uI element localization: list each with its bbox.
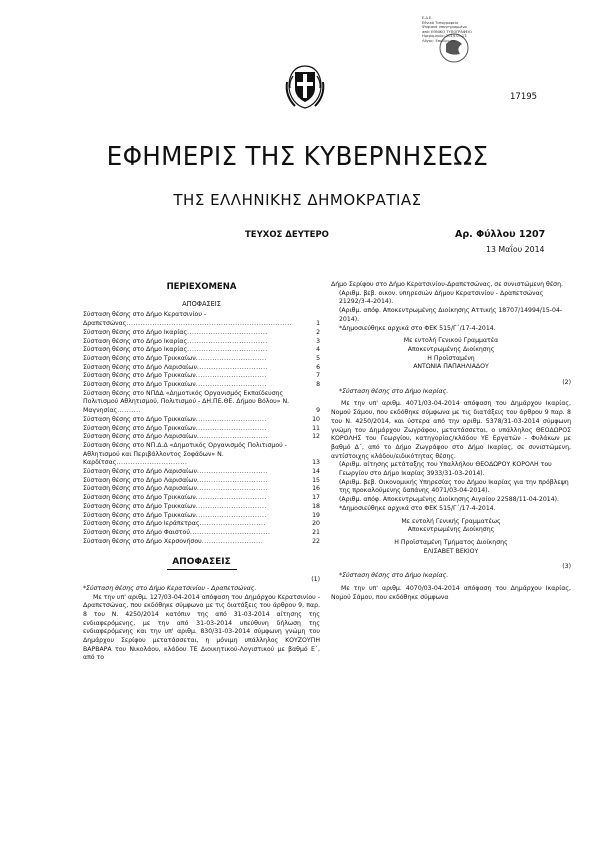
toc-item-text: Σύσταση θέσης στο Δήμο Τρικκαίων xyxy=(83,354,196,362)
toc-item-text: Σύσταση θέσης στο Δήμο Ιεράπετρας xyxy=(83,520,200,528)
toc-leader-dots: .............................. xyxy=(195,354,267,362)
toc-item xyxy=(83,355,320,364)
decision-title: *Σύσταση θέσης στο Δήμο Κερατσινίου - Δραπετσώνας. xyxy=(83,584,257,592)
page-number: 17195 xyxy=(510,92,538,102)
toc-item xyxy=(83,494,320,503)
toc-item xyxy=(83,425,320,434)
toc-item-text: Σύσταση θέσης στο Δήμο Τρικκαίων xyxy=(83,372,196,380)
decision-body: Με την υπ' αριθμ. 127/03-04-2014 απόφαση του Δημάρχου Κερατσινίου - Δραπετσώνας, που εκδόθηκε σύμφωνα με τις διατάξεις του άρθρου 9, παρ. 8 του Ν. 4250/2014 κατόπιν της από 31-03-2014 αίτησης της ενδιαφερόμενης, με την από 31-03-2014 υπεύθυνη δήλωση της ενδιαφερόμενης και την υπ' αριθμ. 830/31-03-2014 σύμφωνη γνώμη του Δημάρχου Σερίφου μετατάσσεται, η μόνιμη υπάλληλος ΚΟΥΖΟΥΠΗ ΒΑΡΒΑΡΑ του Νικολάου, κλάδου ΤΕ Διοικητικού-Λογιστικού με βαθμό Ε΄, από το xyxy=(83,593,320,662)
table-of-contents xyxy=(83,311,320,546)
signature-line: Η Προϊσταμένη Τμήματος Διοίκησης xyxy=(394,538,508,546)
toc-item-text: Σύσταση θέσης στο ΝΠΔΔ «Δημοτικός Οργανισμός Εκπαίδευσης Πολιτισμού Αθλητισμού, Πολιτισμού - ΔΗ.ΠΕ.ΘΕ. Δήμου Βόλου» Ν. Μαγνησίας xyxy=(83,389,290,415)
decision-number: (1) xyxy=(311,576,320,584)
note-line: (Αριθμ. αίτησης μετάταξης του Υπαλλήλου ΘΕΟΔΩΡΟΥ ΚΟΡΟΛΗ του Γεωργίου στο Δήμο Ικαρίας 3933/31-03-2014). xyxy=(339,461,552,478)
toc-item-text: Σύσταση θέσης στο Δήμο Τρικκαίων xyxy=(83,424,196,432)
toc-item-text: Σύσταση θέσης στο Δήμο Λαρισαίων xyxy=(83,476,197,484)
toc-item-text: Σύσταση θέσης στο ΝΠ.Δ.Δ «Δημοτικός Οργανισμός Πολιτισμού - Αθλητισμού και Περιβάλλοντος Σοφάδων» Ν. Καρδίτσας xyxy=(83,441,287,467)
toc-item xyxy=(83,503,320,512)
toc-page-number: 17 xyxy=(312,494,320,502)
publication-note: *Δημοσιεύθηκε αρχικά στο ΦΕΚ 515/Γ΄/17-4-2014. xyxy=(339,504,496,512)
decision-number: (3) xyxy=(562,563,571,571)
toc-page-number: 21 xyxy=(312,528,320,536)
gazette-title: ΕΦΗΜΕΡΙΣ ΤΗΣ ΚΥΒΕΡΝΗΣΕΩΣ xyxy=(106,142,489,172)
toc-page-number: 20 xyxy=(312,520,320,528)
toc-page-number: 15 xyxy=(312,476,320,484)
toc-item xyxy=(83,372,320,381)
toc-leader-dots: .................................. xyxy=(187,346,268,354)
toc-leader-dots: .............................. xyxy=(195,511,267,519)
toc-item xyxy=(83,520,320,529)
toc-leader-dots: ...................................................................... xyxy=(126,320,292,328)
toc-page-number: 16 xyxy=(312,485,320,493)
toc-item-text: Σύσταση θέσης στο Δήμο Λαρισαίων xyxy=(83,433,197,441)
decisions-heading: ΑΠΟΦΑΣΕΙΣ xyxy=(172,557,231,568)
signatory-name: ΕΛΙΣΑΒΕΤ ΒΕΚΙΟΥ xyxy=(423,547,479,555)
toc-item xyxy=(83,468,320,477)
decision-body: Με την υπ' αριθμ. 4070/03-04-2014 απόφαση του Δημάρχου Ικαρίας, Νομού Σάμου, που εκδόθηκε σύμφωνα xyxy=(331,584,571,601)
toc-item-text: Σύσταση θέσης στο Δήμο Λαρισαίων xyxy=(83,468,197,476)
toc-item xyxy=(83,329,320,338)
toc-leader-dots: .............................. xyxy=(195,381,267,389)
signature-line: Με εντολή Γενικού Γραμματέα xyxy=(403,337,499,345)
toc-leader-dots: ............................ xyxy=(199,520,266,528)
toc-item xyxy=(83,381,320,390)
publication-note: *Δημοσιεύθηκε αρχικά στο ΦΕΚ 515/Γ΄/17-4-2014. xyxy=(339,324,496,332)
sheet-number: Αρ. Φύλλου 1207 xyxy=(455,229,546,240)
toc-item-text: Σύσταση θέσης στο Δήμο Ικαρίας xyxy=(83,337,188,345)
contents-subtitle: ΑΠΟΦΑΣΕΙΣ xyxy=(182,299,221,308)
toc-item-text: Σύσταση θέσης στο Δήμο Λαρισαίων xyxy=(83,485,197,493)
toc-leader-dots: .............................. xyxy=(196,433,268,441)
toc-item-text: Σύσταση θέσης στο Δήμο Λαρισαίων xyxy=(83,363,197,371)
toc-leader-dots: .............................. xyxy=(196,468,268,476)
toc-item xyxy=(83,529,320,538)
toc-item xyxy=(83,311,320,328)
signature-line: Αποκεντρωμένης Διοίκησης xyxy=(407,345,495,353)
toc-leader-dots: .............................. xyxy=(195,415,267,423)
note-line: (Αριθμ. βεβ. οικον. υπηρεσιών Δήμου Κερατσινίου - Δραπετσώνας 21292/3-4-2014). xyxy=(339,289,544,306)
toc-leader-dots: .............................. xyxy=(196,363,268,371)
toc-item-text: Σύσταση θέσης στο Δήμο Ικαρίας xyxy=(83,346,188,354)
issue-date: 13 Μαΐου 2014 xyxy=(486,245,545,254)
signatory-name: ΑΝΤΩΝΙΑ ΠΑΠΑΗΛΙΑΔΟΥ xyxy=(413,363,489,371)
toc-page-number: 11 xyxy=(312,424,320,432)
toc-item-text: Σύσταση θέσης στο Δήμο Τρικκαίων xyxy=(83,502,196,510)
toc-leader-dots: .............................. xyxy=(195,372,267,380)
toc-page-number: 12 xyxy=(312,433,320,441)
decision-number: (2) xyxy=(562,379,571,387)
toc-item-text: Σύσταση θέσης στο Δήμο Τρικκαίων xyxy=(83,381,196,389)
signature-line: Αποκεντρωμένης Διοίκησης xyxy=(407,526,495,534)
gazette-subtitle: ΤΗΣ ΕΛΛΗΝΙΚΗΣ ΔΗΜΟΚΡΑΤΙΑΣ xyxy=(173,191,422,209)
toc-item xyxy=(83,538,320,547)
toc-leader-dots: .............................. xyxy=(196,485,268,493)
toc-item xyxy=(83,442,320,468)
toc-item-text: Σύσταση θέσης στο Δήμο Χερσονήσου xyxy=(83,537,202,545)
note-line: (Αριθμ. βεβ. Οικονομικής Υπηρεσίας του Δήμου Ικαρίας για την πρόβλεψη της προκαλούμενης δαπάνης 4071/03-04-2014). xyxy=(339,478,569,495)
toc-page-number: 6 xyxy=(316,363,320,371)
toc-item-text: Σύσταση θέσης στο Δήμο Τρικκαίων xyxy=(83,494,196,502)
signature-line: Η Προϊσταμένη xyxy=(427,354,475,362)
toc-item xyxy=(83,346,320,355)
toc-page-number: 18 xyxy=(312,502,320,510)
toc-page-number: 14 xyxy=(312,468,320,476)
toc-page-number: 22 xyxy=(312,537,320,545)
toc-page-number: 1 xyxy=(316,320,320,328)
right-column xyxy=(331,281,571,602)
decision-title: *Σύσταση θέσης στο Δήμο Ικαρίας. xyxy=(339,387,449,395)
toc-item xyxy=(83,338,320,347)
contents-title: ΠΕΡΙΕΧΟΜΕΝΑ xyxy=(166,282,237,292)
toc-item-text: Σύσταση θέσης στο Δήμο Κερατσινίου - Δραπετσώνας xyxy=(83,311,207,328)
toc-item-text: Σύσταση θέσης στο Δήμο Ικαρίας xyxy=(83,328,188,336)
toc-leader-dots: .......................... xyxy=(201,537,264,545)
toc-page-number: 19 xyxy=(312,511,320,519)
toc-page-number: 4 xyxy=(316,346,320,354)
toc-leader-dots: .............................. xyxy=(195,502,267,510)
toc-page-number: 10 xyxy=(312,415,320,423)
toc-leader-dots: .................................. xyxy=(187,337,268,345)
left-column xyxy=(83,283,320,663)
toc-item xyxy=(83,416,320,425)
toc-leader-dots: .............................. xyxy=(195,424,267,432)
toc-page-number: 2 xyxy=(316,328,320,336)
toc-leader-dots: .............................. xyxy=(196,476,268,484)
toc-item-text: Σύσταση θέσης στο Δήμο Τρικκαίων xyxy=(83,415,196,423)
toc-leader-dots: .............................. xyxy=(116,459,188,467)
decision-continuation: Δήμο Σερίφου στο Δήμο Κερατσινίου-Δραπετσώνας, σε συνιστώμενη θέση. xyxy=(331,281,563,288)
issue-type: ΤΕΥΧΟΣ ΔΕΥΤΕΡΟ xyxy=(245,230,329,240)
toc-page-number: 5 xyxy=(316,354,320,362)
toc-page-number: 7 xyxy=(316,372,320,380)
toc-item xyxy=(83,512,320,521)
toc-page-number: 9 xyxy=(316,407,320,415)
toc-item-text: Σύσταση θέσης στο Δήμο Τρικκαίων xyxy=(83,511,196,519)
decision-body: Με την υπ' αριθμ. 4071/03-04-2014 απόφαση του Δημάρχου Ικαρίας, Νομού Σάμου, που εκδόθηκε σύμφωνα με τις διατάξεις του άρθρου 9 παρ. 8 του Ν. 4250/2014, και ύστερα από την αριθμ. 5378/31-03-2014 σύμφωνη γνώμη του Δημάρχου Ζωγράφου, μετατάσσεται, ο υπάλληλος ΘΕΟΔΩΡΟΣ ΚΟΡΟΛΗΣ του Γεωργίου, κατηγορίας/κλάδου ΥΕ Εργατών - Φυλάκων με βαθμό Δ΄, από το Δήμο Ζωγράφου στο Δήμο Ικαρίας, σε συνιστώμενη, αντίστοιχης κλάδου/ειδικότητας θέσης. xyxy=(331,400,571,460)
toc-leader-dots: .............................. xyxy=(195,494,267,502)
toc-page-number: 13 xyxy=(312,459,320,467)
toc-item xyxy=(83,485,320,494)
signature-line: Με εντολή Γενικής Γραμματέως xyxy=(401,517,501,525)
decisions-heading-underline xyxy=(167,569,237,570)
toc-item-text: Σύσταση θέσης στο Δήμο Φαιστού xyxy=(83,528,190,536)
decision-title: *Σύσταση θέσης στο Δήμο Ικαρίας. xyxy=(339,572,449,580)
toc-leader-dots: .................................. xyxy=(187,328,268,336)
toc-leader-dots: .................................. xyxy=(189,528,271,536)
stamp-lines: Ε.Δ.Ε. Εθνικό Τυπογραφείο Ψηφιακά υπογεγραμμένο από: ΕΘΝΙΚΟ ΤΥΠΟΓΡΑΦΕΙΟ Ημερομηνία: 2014.05.13 Λόγος: Επικύρωση xyxy=(422,16,472,43)
toc-item xyxy=(83,390,320,416)
toc-leader-dots: .......... xyxy=(117,407,141,415)
toc-item xyxy=(83,433,320,442)
greek-coat-of-arms-icon xyxy=(283,62,327,112)
note-line: (Αριθμ. απόφ. Αποκεντρωμένης Διοίκησης Αττικής 18707/14994/15-04-2014). xyxy=(339,307,563,323)
toc-page-number: 3 xyxy=(316,337,320,345)
toc-page-number: 8 xyxy=(316,381,320,389)
note-line: (Αριθμ. απόφ. Αποκεντρωμένης Διοίκησης Αιγαίου 22588/11-04-2014). xyxy=(339,496,560,504)
